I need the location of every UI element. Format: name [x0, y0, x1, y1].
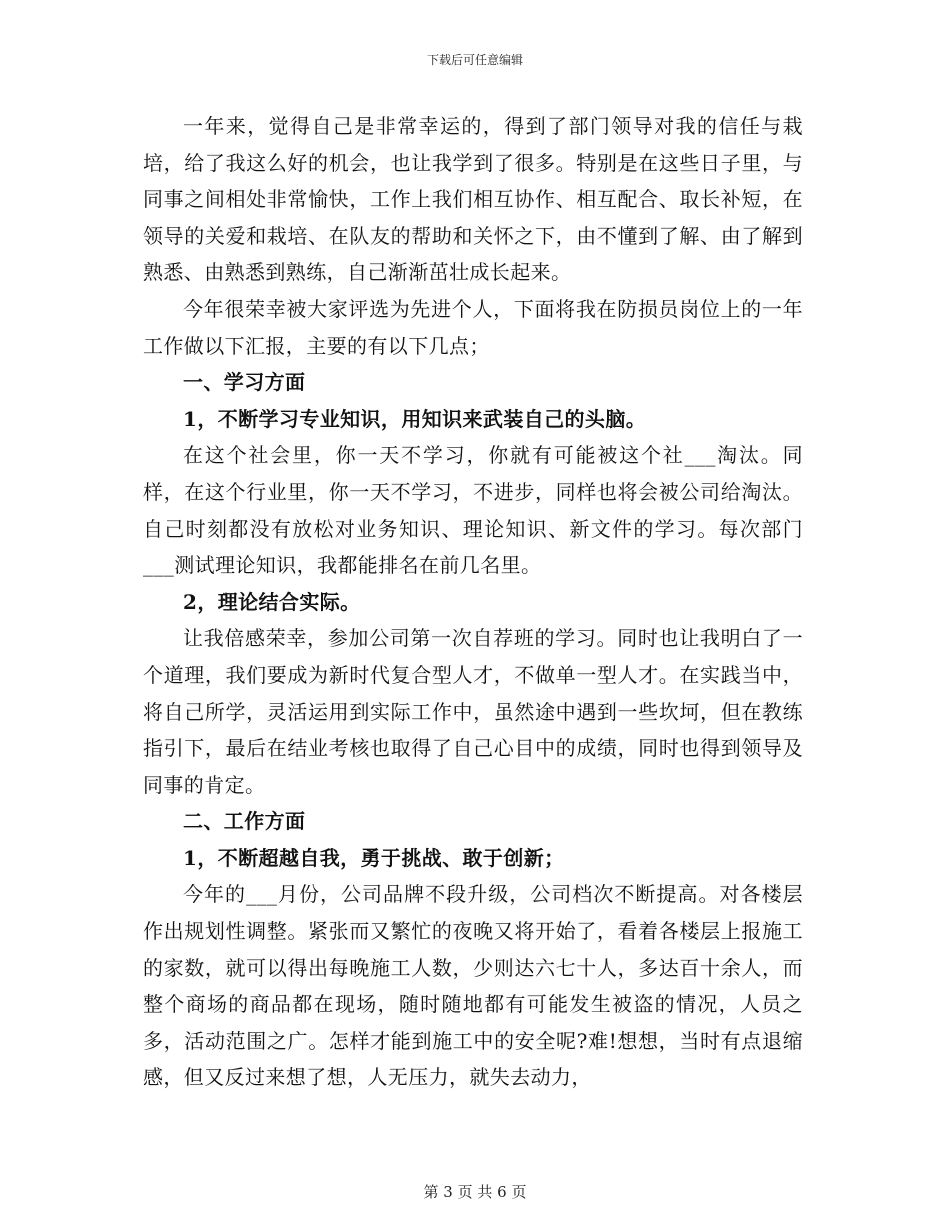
section-heading-study: 一、学习方面	[183, 370, 306, 395]
subheading-work-1: 1，不断超越自我，勇于挑战、敢于创新；	[183, 845, 565, 870]
paragraph-study-1: 在这个社会里，你一天不学习，你就有可能被这个社___淘汰。同样，在这个行业里，你一天不学习，不进步，同样也将会被公司给淘汰。自己时刻都没有放松对业务知识、理论知识、新文件的学习。每次部门___测试理论知识，我都能排名在前几名里。	[143, 443, 803, 578]
page-header: 下载后可任意编辑	[426, 53, 523, 67]
paragraph-work-1: 今年的___月份，公司品牌不段升级，公司档次不断提高。对各楼层作出规划性调整。紧张而又繁忙的夜晚又将开始了，看着各楼层上报施工的家数，就可以得出每晚施工人数，少则达六七十人，多达百十余人，而整个商场的商品都在现场，随时随地都有可能发生被盗的情况，人员之多，活动范围之广。怎样才能到施工中的安全呢?难!想想，当时有点退缩感，但又反过来想了想，人无压力，就失去动力，	[143, 882, 803, 1090]
page-footer: 第 3 页 共 6 页	[423, 1183, 527, 1201]
paragraph-study-2: 让我倍感荣幸，参加公司第一次自荐班的学习。同时也让我明白了一个道理，我们要成为新时代复合型人才，不做单一型人才。在实践当中，将自己所学，灵活运用到实际工作中，虽然途中遇到一些坎坷，但在教练指引下，最后在结业考核也取得了自己心目中的成绩，同时也得到领导及同事的肯定。	[143, 626, 803, 797]
subheading-study-1: 1，不断学习专业知识，用知识来武装自己的头脑。	[183, 406, 647, 431]
document-body	[143, 108, 803, 1096]
paragraph-report-intro: 今年很荣幸被大家评选为先进个人，下面将我在防损员岗位上的一年工作做以下汇报，主要的有以下几点；	[143, 296, 803, 358]
paragraph-intro: 一年来，觉得自己是非常幸运的，得到了部门领导对我的信任与栽培，给了我这么好的机会，也让我学到了很多。特别是在这些日子里，与同事之间相处非常愉快，工作上我们相互协作、相互配合、取长补短，在领导的关爱和栽培、在队友的帮助和关怀之下，由不懂到了解、由了解到熟悉、由熟悉到熟练，自己渐渐茁壮成长起来。	[143, 114, 803, 285]
subheading-study-2: 2，理论结合实际。	[183, 589, 361, 614]
section-heading-work: 二、工作方面	[183, 809, 306, 834]
